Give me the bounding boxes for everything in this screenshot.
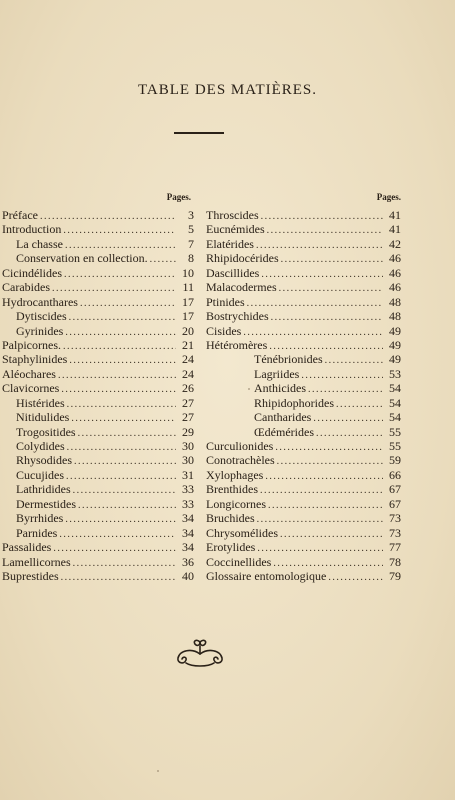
leader-dots: [336, 398, 383, 412]
toc-entry-label: Staphylinides: [2, 352, 68, 367]
toc-entry-label: Carabides: [2, 280, 50, 295]
toc-entry: [2, 266, 194, 280]
toc-entry-page: 30: [182, 439, 194, 453]
paper-speck: [157, 770, 159, 772]
toc-entry-page: 33: [182, 482, 194, 497]
toc-left-column: [2, 192, 194, 583]
toc-entry: [2, 482, 194, 496]
toc-entry: [2, 352, 194, 366]
toc-entry: [206, 266, 401, 280]
toc-entry-page: 53: [389, 366, 401, 381]
toc-entry: [206, 396, 401, 410]
toc-entry-page: 17: [182, 309, 194, 324]
toc-entry-label: Nitidulides: [16, 410, 70, 425]
toc-entry: [206, 453, 401, 467]
toc-entry-page: 41: [389, 222, 401, 237]
toc-entry: [206, 569, 401, 583]
toc-entry: [206, 381, 401, 395]
toc-entry-label: Lathridides: [16, 482, 71, 497]
pages-header-right: Pages.: [376, 192, 401, 202]
leader-dots: [78, 499, 176, 513]
toc-entry: [2, 526, 194, 540]
toc-entry: [206, 540, 401, 554]
leader-dots: [275, 441, 383, 455]
toc-entry-label: Clavicornes: [2, 381, 60, 396]
page-title: TABLE DES MATIÈRES.: [137, 82, 318, 98]
toc-entry-label: Hétéromères: [206, 337, 268, 352]
toc-entry-page: 46: [389, 280, 401, 295]
toc-entry-label: Œdémérides: [254, 424, 314, 439]
toc-entry-page: 31: [182, 467, 194, 482]
toc-entry-label: Xylophages: [206, 467, 264, 482]
leader-dots: [271, 311, 383, 325]
toc-entry-page: 33: [182, 496, 194, 511]
toc-entry-label: Lagriides: [254, 366, 300, 381]
toc-entry-page: 20: [182, 323, 194, 338]
toc-entry-page: 34: [182, 540, 194, 555]
leader-dots: [267, 224, 383, 238]
toc-entry: [2, 439, 194, 453]
leader-dots: [150, 253, 176, 267]
leader-dots: [64, 268, 176, 282]
toc-entry-label: Conotrachèles: [206, 453, 275, 468]
toc-entry: [206, 352, 401, 366]
toc-entry-label: Glossaire entomologique: [206, 568, 327, 583]
toc-entry-page: 3: [188, 208, 194, 222]
leader-dots: [69, 354, 176, 368]
toc-entry-label: Palpicornes.: [2, 337, 61, 352]
toc-entry: [206, 338, 401, 352]
toc-entry-label: Parnides: [16, 525, 58, 540]
leader-dots: [66, 470, 176, 484]
toc-entry: [206, 295, 401, 309]
toc-entry: [2, 309, 194, 323]
toc-entry-page: 77: [389, 540, 401, 555]
leader-dots: [325, 354, 383, 368]
toc-entry-page: 34: [182, 511, 194, 526]
toc-entry-page: 5: [188, 222, 194, 237]
leader-dots: [65, 326, 176, 340]
leader-dots: [279, 282, 383, 296]
paper-speck: [248, 388, 250, 390]
toc-entry: [206, 324, 401, 338]
toc-entry: [2, 280, 194, 294]
toc-entry-label: Malacodermes: [206, 280, 277, 295]
leader-dots: [53, 542, 176, 556]
toc-entry: [206, 237, 401, 251]
toc-entry: [2, 222, 194, 236]
toc-entry: [2, 555, 194, 569]
toc-entry: [206, 526, 401, 540]
toc-entry-label: Longicornes: [206, 496, 266, 511]
toc-entry: [206, 208, 401, 222]
toc-entry-page: 73: [389, 511, 401, 526]
toc-entry-label: Cicindélides: [2, 265, 62, 280]
toc-entry-page: 54: [389, 381, 401, 396]
toc-entry-page: 79: [389, 568, 401, 583]
title-divider: [174, 132, 224, 134]
toc-entry-label: Gyrinides: [16, 323, 64, 338]
toc-entry-label: Buprestides: [2, 568, 59, 583]
toc-entry-page: 48: [389, 294, 401, 309]
leader-dots: [280, 528, 383, 542]
toc-entry: [206, 439, 401, 453]
toc-entry-label: Erotylides: [206, 540, 256, 555]
toc-entry-page: 49: [389, 337, 401, 352]
toc-entry-page: 24: [182, 352, 194, 367]
toc-entry: [206, 497, 401, 511]
toc-entry: [2, 410, 194, 424]
toc-entry-page: 7: [188, 236, 194, 251]
toc-entry: [2, 425, 194, 439]
toc-entry-label: Elatérides: [206, 236, 254, 251]
toc-entry-page: 21: [182, 337, 194, 352]
toc-entry-page: 59: [389, 453, 401, 468]
leader-dots: [73, 484, 176, 498]
toc-entry: [2, 208, 194, 222]
toc-entries-left: [2, 208, 194, 583]
toc-entry-label: Passalides: [2, 540, 52, 555]
toc-entry-label: Throscides: [206, 208, 259, 222]
toc-entry: [2, 497, 194, 511]
toc-entry: [2, 338, 194, 352]
toc-entry: [206, 482, 401, 496]
leader-dots: [59, 528, 176, 542]
toc-entry: [2, 511, 194, 525]
toc-entry-label: Chrysomélides: [206, 525, 278, 540]
toc-entry-page: 73: [389, 525, 401, 540]
leader-dots: [313, 412, 383, 426]
toc-entry-label: Rhipidocérides: [206, 251, 279, 266]
toc-entry-label: Colydides: [16, 439, 65, 453]
toc-entry-label: Coccinellides: [206, 554, 272, 569]
leader-dots: [78, 427, 176, 441]
fleuron-ornament-icon: [172, 636, 228, 672]
toc-entry: [206, 367, 401, 381]
toc-entry-page: 54: [389, 410, 401, 425]
toc-entry: [206, 280, 401, 294]
leader-dots: [67, 398, 176, 412]
toc-entry-label: Dytiscides: [16, 309, 67, 324]
toc-entry-page: 55: [389, 424, 401, 439]
toc-entry-label: Histérides: [16, 395, 65, 410]
toc-entry: [2, 324, 194, 338]
toc-entry-label: Curculionides: [206, 439, 274, 453]
toc-entry-label: Introduction: [2, 222, 62, 237]
toc-entry-label: Aléochares: [2, 366, 56, 381]
leader-dots: [65, 513, 176, 527]
pages-header-left: Pages.: [166, 192, 191, 202]
toc-entry-page: 8: [188, 251, 194, 266]
toc-entry-page: 27: [182, 395, 194, 410]
leader-dots: [73, 557, 176, 571]
toc-entry: [2, 468, 194, 482]
toc-entry-page: 46: [389, 265, 401, 280]
toc-entry: [2, 381, 194, 395]
leader-dots: [67, 441, 176, 455]
leader-dots: [260, 484, 383, 498]
toc-entry-label: Byrrhides: [16, 511, 64, 526]
toc-entry-page: 78: [389, 554, 401, 569]
toc-right-column: [206, 192, 401, 583]
leader-dots: [69, 311, 176, 325]
toc-entry-page: 48: [389, 309, 401, 324]
toc-entry-page: 67: [389, 482, 401, 497]
leader-dots: [74, 455, 176, 469]
leader-dots: [80, 297, 176, 311]
toc-entry-label: Anthicides: [254, 381, 306, 396]
toc-entry: [206, 511, 401, 525]
toc-entry-page: 36: [182, 554, 194, 569]
toc-entry-page: 17: [182, 294, 194, 309]
leader-dots: [71, 412, 176, 426]
toc-entry: [206, 555, 401, 569]
leader-dots: [261, 268, 383, 282]
toc-entry-label: Trogositides: [16, 424, 76, 439]
toc-entry: [2, 237, 194, 251]
leader-dots: [316, 427, 383, 441]
leader-dots: [268, 499, 383, 513]
toc-entry: [2, 251, 194, 265]
toc-entry-label: La chasse: [16, 236, 63, 251]
toc-entry-label: Ténébrionides: [254, 352, 323, 367]
leader-dots: [301, 369, 383, 383]
toc-entry-page: 34: [182, 525, 194, 540]
leader-dots: [63, 340, 176, 354]
toc-entry-page: 46: [389, 251, 401, 266]
toc-entry-page: 42: [389, 236, 401, 251]
toc-entry: [206, 309, 401, 323]
leader-dots: [58, 369, 176, 383]
toc-entries-right: [206, 208, 401, 583]
toc-entry-label: Cucujides: [16, 467, 64, 482]
toc-entry-page: 26: [182, 381, 194, 396]
toc-entry-label: Dermestides: [16, 496, 76, 511]
leader-dots: [328, 571, 383, 585]
leader-dots: [61, 571, 176, 585]
toc-entry-page: 66: [389, 467, 401, 482]
toc-entry: [2, 569, 194, 583]
toc-entry: [2, 540, 194, 554]
leader-dots: [265, 470, 383, 484]
toc-entry-page: 10: [182, 265, 194, 280]
toc-entry-label: Cisides: [206, 323, 242, 338]
toc-entry: [2, 396, 194, 410]
toc-entry-label: Conservation en collection.: [16, 251, 148, 266]
toc-entry-page: 41: [389, 208, 401, 222]
toc-entry-label: Bostrychides: [206, 309, 269, 324]
toc-entry-label: Ptinides: [206, 294, 245, 309]
leader-dots: [257, 542, 383, 556]
toc-entry-page: 67: [389, 496, 401, 511]
toc-entry: [206, 410, 401, 424]
toc-entry-page: 30: [182, 453, 194, 468]
toc-entry: [206, 251, 401, 265]
toc-entry-label: Préface: [2, 208, 38, 222]
toc-entry-label: Rhysodides: [16, 453, 73, 468]
leader-dots: [61, 383, 176, 397]
toc-entry-page: 27: [182, 410, 194, 425]
toc-entry: [206, 425, 401, 439]
leader-dots: [281, 253, 383, 267]
toc-entry: [206, 222, 401, 236]
toc-entry-label: Bruchides: [206, 511, 255, 526]
toc-entry: [206, 468, 401, 482]
toc-entry-label: Cantharides: [254, 410, 312, 425]
toc-entry-label: Lamellicornes: [2, 554, 71, 569]
toc-entry-page: 40: [182, 568, 194, 583]
leader-dots: [277, 455, 383, 469]
toc-entry-label: Rhipidophorides: [254, 395, 334, 410]
toc-entry-page: 29: [182, 424, 194, 439]
toc-entry: [2, 453, 194, 467]
leader-dots: [63, 224, 176, 238]
toc-entry-page: 55: [389, 439, 401, 453]
leader-dots: [261, 210, 383, 224]
toc-entry: [2, 295, 194, 309]
toc-entry: [2, 367, 194, 381]
toc-entry-page: 49: [389, 323, 401, 338]
toc-entry-page: 49: [389, 352, 401, 367]
toc-entry-label: Dascillides: [206, 265, 260, 280]
toc-entry-page: 24: [182, 366, 194, 381]
toc-entry-label: Hydrocanthares: [2, 294, 78, 309]
toc-entry-page: 54: [389, 395, 401, 410]
toc-entry-page: 11: [182, 280, 194, 295]
toc-entry-label: Eucnémides: [206, 222, 265, 237]
toc-entry-label: Brenthides: [206, 482, 258, 497]
